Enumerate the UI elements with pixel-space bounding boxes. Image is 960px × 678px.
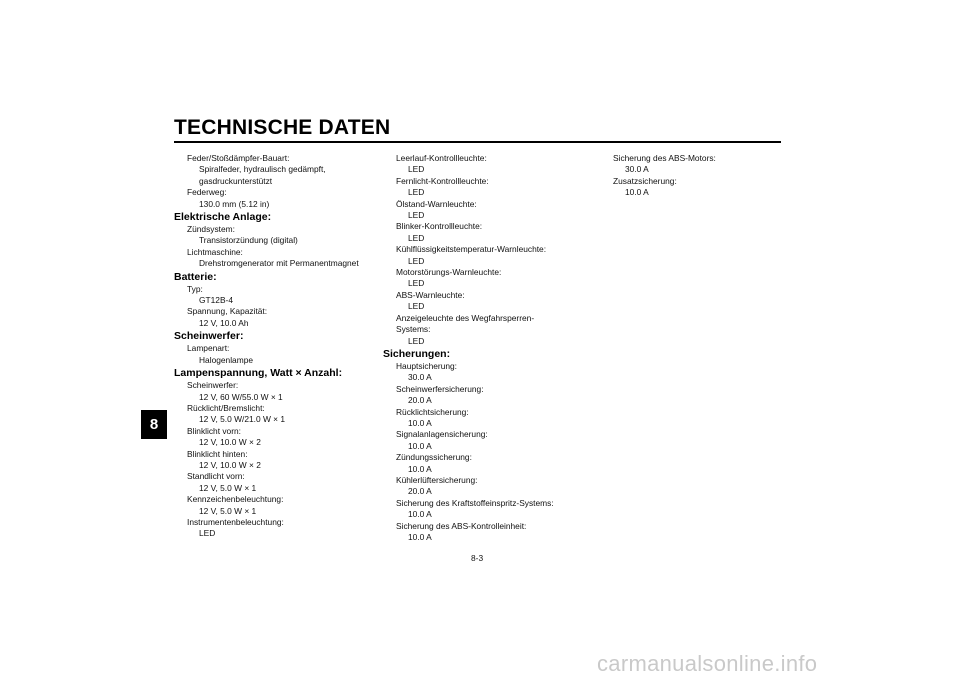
- spec-label: Motorstörungs-Warnleuchte:: [396, 267, 502, 278]
- spec-label: Spannung, Kapazität:: [187, 306, 268, 317]
- spec-value: 12 V, 10.0 Ah: [199, 317, 249, 328]
- spec-value: 30.0 A: [408, 372, 432, 383]
- spec-label: Standlicht vorn:: [187, 471, 245, 482]
- spec-label: Rücklichtsicherung:: [396, 406, 469, 417]
- spec-value: GT12B-4: [199, 295, 233, 306]
- spec-value: 30.0 A: [625, 164, 649, 175]
- spec-label: Systems:: [396, 324, 431, 335]
- spec-label: Blinklicht vorn:: [187, 425, 241, 436]
- spec-column-3: [600, 153, 780, 199]
- spec-value: 20.0 A: [408, 486, 432, 497]
- spec-label: Fernlicht-Kontrollleuchte:: [396, 175, 489, 186]
- page-title: TECHNISCHE DATEN: [174, 116, 391, 139]
- spec-value: LED: [408, 187, 425, 198]
- spec-label: Scheinwerfersicherung:: [396, 383, 484, 394]
- section-heading: Sicherungen:: [383, 347, 451, 360]
- spec-label: Kühlerlüftersicherung:: [396, 474, 478, 485]
- spec-value: 10.0 A: [625, 187, 649, 198]
- spec-label: Blinker-Kontrollleuchte:: [396, 221, 483, 232]
- chapter-tab: 8: [141, 410, 167, 439]
- spec-value: LED: [408, 301, 425, 312]
- section-heading: Lampenspannung, Watt × Anzahl:: [174, 367, 343, 380]
- page-number: 8-3: [471, 553, 484, 563]
- spec-value: 12 V, 5.0 W/21.0 W × 1: [199, 414, 286, 425]
- spec-value: LED: [408, 335, 425, 346]
- spec-label: Zündsystem:: [187, 224, 235, 235]
- spec-value: LED: [199, 528, 216, 539]
- spec-value: 12 V, 60 W/55.0 W × 1: [199, 391, 283, 402]
- spec-label: Typ:: [187, 283, 203, 294]
- watermark: carmanualsonline.info: [597, 651, 818, 676]
- spec-value: 20.0 A: [408, 395, 432, 406]
- spec-label: Kühlflüssigkeitstemperatur-Warnleuchte:: [396, 244, 547, 255]
- spec-label: Lampenart:: [187, 343, 230, 354]
- spec-label: Federweg:: [187, 187, 227, 198]
- spec-value: 12 V, 10.0 W × 2: [199, 459, 261, 470]
- spec-label: Signalanlagensicherung:: [396, 429, 488, 440]
- spec-label: Feder/Stoßdämpfer-Bauart:: [187, 153, 290, 163]
- spec-value: 10.0 A: [408, 509, 432, 520]
- section-heading: Batterie:: [174, 270, 217, 283]
- spec-label: Ölstand-Warnleuchte:: [396, 198, 477, 209]
- spec-label: Sicherung des Kraftstoffeinspritz-Systems:: [396, 497, 554, 508]
- spec-label: Anzeigeleuchte des Wegfahrsperren-: [396, 312, 535, 323]
- title-rule: [174, 141, 781, 143]
- spec-value: 130.0 mm (5.12 in): [199, 198, 270, 209]
- spec-label: Scheinwerfer:: [187, 380, 239, 391]
- spec-value: LED: [408, 255, 425, 266]
- spec-value: LED: [408, 164, 425, 175]
- spec-value: 10.0 A: [408, 463, 432, 474]
- spec-value: 12 V, 5.0 W × 1: [199, 482, 257, 493]
- spec-value: Spiralfeder, hydraulisch gedämpft,: [199, 164, 326, 175]
- spec-label: Rücklicht/Bremslicht:: [187, 402, 265, 413]
- spec-label: Instrumentenbeleuchtung:: [187, 516, 284, 527]
- spec-value: gasdruckunterstützt: [199, 175, 273, 186]
- spec-label: Lichtmaschine:: [187, 246, 243, 257]
- spec-value: 10.0 A: [408, 532, 432, 542]
- spec-label: Kennzeichenbeleuchtung:: [187, 494, 284, 505]
- spec-value: 12 V, 10.0 W × 2: [199, 437, 261, 448]
- spec-value: Drehstromgenerator mit Permanentmagnet: [199, 258, 359, 269]
- spec-value: Halogenlampe: [199, 354, 254, 365]
- spec-label: ABS-Warnleuchte:: [396, 289, 465, 300]
- spec-label: Blinklicht hinten:: [187, 448, 248, 459]
- spec-label: Sicherung des ABS-Motors:: [613, 153, 716, 163]
- spec-label: Leerlauf-Kontrollleuchte:: [396, 153, 487, 163]
- spec-value: 10.0 A: [408, 417, 432, 428]
- section-heading: Scheinwerfer:: [174, 330, 244, 343]
- spec-value: 12 V, 5.0 W × 1: [199, 505, 257, 516]
- spec-label: Hauptsicherung:: [396, 360, 457, 371]
- spec-value: Transistorzündung (digital): [199, 235, 298, 246]
- spec-column-2: [383, 153, 583, 543]
- spec-value: 10.0 A: [408, 440, 432, 451]
- spec-label: Zündungssicherung:: [396, 452, 472, 463]
- spec-value: LED: [408, 232, 425, 243]
- spec-column-1: [174, 153, 379, 540]
- spec-value: LED: [408, 278, 425, 289]
- spec-value: LED: [408, 210, 425, 221]
- spec-label: Sicherung des ABS-Kontrolleinheit:: [396, 520, 527, 531]
- spec-label: Zusatzsicherung:: [613, 175, 677, 186]
- section-heading: Elektrische Anlage:: [174, 211, 272, 224]
